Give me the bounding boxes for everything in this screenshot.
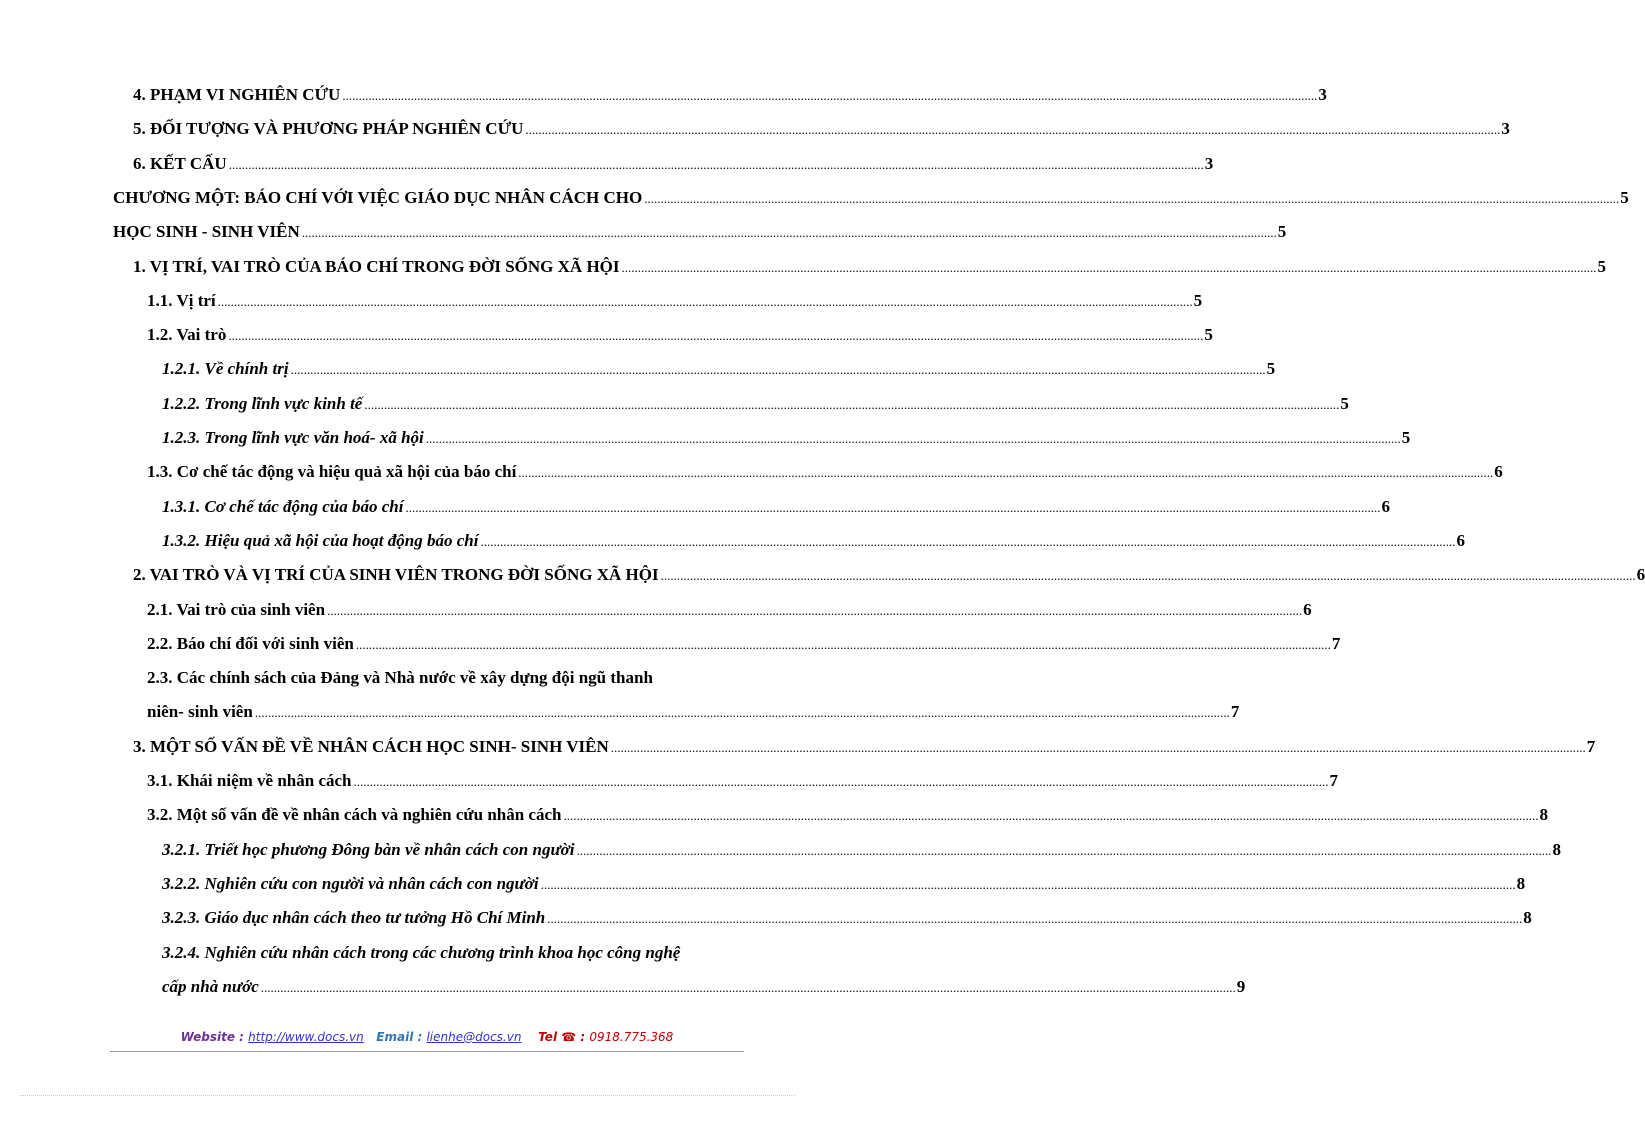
toc-entry[interactable]: [147, 286, 1203, 312]
toc-entry[interactable]: [162, 526, 1465, 552]
toc-entry-page: 5: [1597, 256, 1607, 276]
toc-entry-page: 7: [1329, 771, 1338, 790]
toc-dot-leader: ............................................................................................................................................................................................................................................................................................................: [364, 396, 1340, 412]
toc-entry[interactable]: [147, 595, 1312, 621]
toc-entry[interactable]: [162, 423, 1411, 449]
toc-dot-leader: ............................................................................................................................................................................................................................................................................................................: [660, 568, 1636, 584]
toc-dot-leader: ............................................................................................................................................................................................................................................................................................................: [563, 808, 1539, 824]
toc-dot-leader: ............................................................................................................................................................................................................................................................................................................: [518, 465, 1494, 481]
toc-entry-title: 2. VAI TRÒ VÀ VỊ TRÍ CỦA SINH VIÊN TRONG ĐỜI SỐNG XÃ HỘI: [133, 565, 659, 585]
toc-entry-title: 1.3.2. Hiệu quả xã hội của hoạt động báo chí: [162, 530, 479, 550]
toc-entry-page: 5: [1277, 222, 1287, 242]
toc-entry-page: 5: [1193, 290, 1203, 310]
toc-entry[interactable]: [147, 800, 1548, 826]
toc-entry-title: 2.3. Các chính sách của Đảng và Nhà nước về xây dựng đội ngũ thanh: [147, 668, 653, 688]
page-bottom-border: [20, 1095, 796, 1096]
toc-entry-page: 6: [1456, 530, 1465, 550]
toc-entry[interactable]: [113, 217, 1287, 243]
toc-entry-title: niên- sinh viên: [147, 702, 253, 722]
footer-divider: [110, 1051, 744, 1052]
toc-entry-page: 3: [1501, 119, 1510, 139]
toc-entry-title: 3.2. Một số vấn đề về nhân cách và nghiên cứu nhân cách: [147, 805, 562, 825]
toc-entry-page: 8: [1516, 873, 1526, 893]
toc-entry-title: CHƯƠNG MỘT: BÁO CHÍ VỚI VIỆC GIÁO DỤC NHÂN CÁCH CHO: [113, 187, 643, 207]
toc-dot-leader: ............................................................................................................................................................................................................................................................................................................: [576, 842, 1552, 858]
toc-entry[interactable]: [147, 320, 1213, 346]
toc-entry-title: 1.3. Cơ chế tác động và hiệu quả xã hội của báo chí: [147, 462, 517, 482]
toc-entry-title: 1.2.1. Về chính trị: [162, 359, 289, 379]
toc-entry-title: 5. ĐỐI TƯỢNG VÀ PHƯƠNG PHÁP NGHIÊN CỨU: [133, 119, 524, 139]
toc-dot-leader: ............................................................................................................................................................................................................................................................................................................: [353, 774, 1329, 789]
toc-dot-leader: ............................................................................................................................................................................................................................................................................................................: [480, 533, 1456, 549]
toc-entry-title: 3.1. Khái niệm về nhân cách: [147, 771, 352, 790]
toc-dot-leader: ............................................................................................................................................................................................................................................................................................................: [547, 911, 1523, 927]
toc-dot-leader: ............................................................................................................................................................................................................................................................................................................: [540, 876, 1516, 892]
toc-dot-leader: ............................................................................................................................................................................................................................................................................................................: [301, 225, 1277, 241]
footer-phone-label: Tel ☎ :: [538, 1030, 590, 1044]
toc-entry-title: 3.2.1. Triết học phương Đông bàn về nhân cách con người: [162, 839, 575, 859]
toc-dot-leader: ............................................................................................................................................................................................................................................................................................................: [327, 602, 1303, 618]
toc-entry-title: 2.1. Vai trò của sinh viên: [147, 599, 326, 619]
toc-entry-title: 3. MỘT SỐ VẤN ĐỀ VỀ NHÂN CÁCH HỌC SINH- SINH VIÊN: [133, 736, 609, 756]
toc-dot-leader: ............................................................................................................................................................................................................................................................................................................: [254, 705, 1230, 721]
toc-entry[interactable]: [162, 354, 1276, 380]
toc-entry[interactable]: [133, 114, 1510, 140]
toc-entry[interactable]: [147, 457, 1503, 483]
toc-dot-leader: ............................................................................................................................................................................................................................................................................................................: [355, 636, 1331, 652]
toc-dot-leader: ............................................................................................................................................................................................................................................................................................................: [610, 739, 1586, 755]
toc-entry[interactable]: [147, 697, 1240, 723]
toc-entry-page: 5: [1620, 187, 1629, 207]
toc-entry-title: 1.2.2. Trong lĩnh vực kinh tế: [162, 393, 363, 413]
toc-entry-title: 3.2.3. Giáo dục nhân cách theo tư tưởng Hồ Chí Minh: [162, 908, 546, 928]
toc-entry-page: 6: [1381, 496, 1390, 516]
toc-dot-leader: ............................................................................................................................................................................................................................................................................................................: [644, 190, 1620, 206]
toc-entry-title: 1.2. Vai trò: [147, 325, 227, 345]
toc-entry[interactable]: [133, 732, 1596, 758]
toc-entry-title: 2.2. Báo chí đối với sinh viên: [147, 633, 354, 653]
toc-entry-page: 3: [1204, 153, 1214, 173]
toc-dot-leader: ............................................................................................................................................................................................................................................................................................................: [217, 293, 1193, 309]
toc-entry-page: 8: [1539, 805, 1548, 825]
toc-entry-page: 5: [1204, 325, 1213, 345]
toc-entry-page: 5: [1401, 428, 1411, 447]
toc-entry[interactable]: [162, 972, 1246, 998]
toc-entry-title: 1.2.3. Trong lĩnh vực văn hoá- xã hội: [162, 428, 424, 447]
toc-entry-page: 7: [1331, 633, 1341, 653]
toc-entry-title: 1.1. Vị trí: [147, 290, 216, 310]
toc-dot-leader: ............................................................................................................................................................................................................................................................................................................: [290, 362, 1266, 378]
toc-dot-leader: ............................................................................................................................................................................................................................................................................................................: [228, 328, 1204, 344]
toc-entry-page: 5: [1266, 359, 1276, 379]
toc-entry[interactable]: [162, 869, 1526, 895]
toc-entry[interactable]: [162, 938, 740, 964]
toc-entry[interactable]: [113, 183, 1629, 209]
toc-entry-page: 6: [1494, 462, 1503, 482]
toc-entry[interactable]: [133, 252, 1607, 278]
toc-dot-leader: ............................................................................................................................................................................................................................................................................................................: [525, 122, 1501, 138]
toc-dot-leader: ............................................................................................................................................................................................................................................................................................................: [260, 979, 1236, 995]
toc-entry-page: 8: [1552, 839, 1561, 859]
toc-dot-leader: ............................................................................................................................................................................................................................................................................................................: [342, 88, 1318, 103]
toc-dot-leader: ............................................................................................................................................................................................................................................................................................................: [405, 499, 1381, 515]
toc-entry-page: 9: [1236, 976, 1246, 996]
page-footer: [110, 1030, 744, 1044]
toc-entry[interactable]: [133, 80, 1327, 106]
toc-entry-title: 1. VỊ TRÍ, VAI TRÒ CỦA BÁO CHÍ TRONG ĐỜI SỐNG XÃ HỘI: [133, 256, 620, 276]
toc-entry-title: 3.2.4. Nghiên cứu nhân cách trong các chương trình khoa học công nghệ: [162, 942, 681, 962]
toc-entry-page: 5: [1340, 393, 1349, 413]
toc-entry[interactable]: [147, 766, 1338, 792]
toc-entry-page: 7: [1586, 736, 1596, 756]
toc-entry-title: HỌC SINH - SINH VIÊN: [113, 222, 300, 242]
toc-entry[interactable]: [162, 903, 1532, 929]
toc-dot-leader: ............................................................................................................................................................................................................................................................................................................: [425, 431, 1401, 446]
toc-entry[interactable]: [162, 389, 1349, 415]
footer-website-label: Website :: [180, 1030, 249, 1044]
toc-entry[interactable]: [147, 663, 740, 689]
toc-dot-leader: ............................................................................................................................................................................................................................................................................................................: [621, 259, 1597, 275]
toc-entry-title: 6. KẾT CẤU: [133, 153, 227, 173]
footer-email-label: Email :: [376, 1030, 427, 1044]
toc-entry-page: 8: [1523, 908, 1532, 928]
toc-entry-page: 6: [1636, 565, 1645, 585]
footer-email-link[interactable]: lienhe@docs.vn: [426, 1030, 522, 1044]
toc-entry[interactable]: [133, 560, 1645, 586]
toc-entry[interactable]: [133, 149, 1214, 175]
toc-entry-title: 4. PHẠM VI NGHIÊN CỨU: [133, 85, 341, 104]
toc-dot-leader: ............................................................................................................................................................................................................................................................................................................: [228, 156, 1204, 172]
toc-entry[interactable]: [162, 835, 1561, 861]
footer-website-link[interactable]: http://www.docs.vn: [248, 1030, 364, 1044]
toc-entry-title: 1.3.1. Cơ chế tác động của báo chí: [162, 496, 404, 516]
toc-entry[interactable]: [162, 492, 1390, 518]
toc-entry-page: 6: [1303, 599, 1312, 619]
toc-entry-page: 7: [1230, 702, 1240, 722]
toc-entry[interactable]: [147, 629, 1341, 655]
toc-entry-page: 3: [1318, 85, 1327, 104]
footer-phone-value: 0918.775.368: [589, 1030, 674, 1044]
toc-entry-title: cấp nhà nước: [162, 976, 259, 996]
toc-entry-title: 3.2.2. Nghiên cứu con người và nhân cách con người: [162, 873, 539, 893]
